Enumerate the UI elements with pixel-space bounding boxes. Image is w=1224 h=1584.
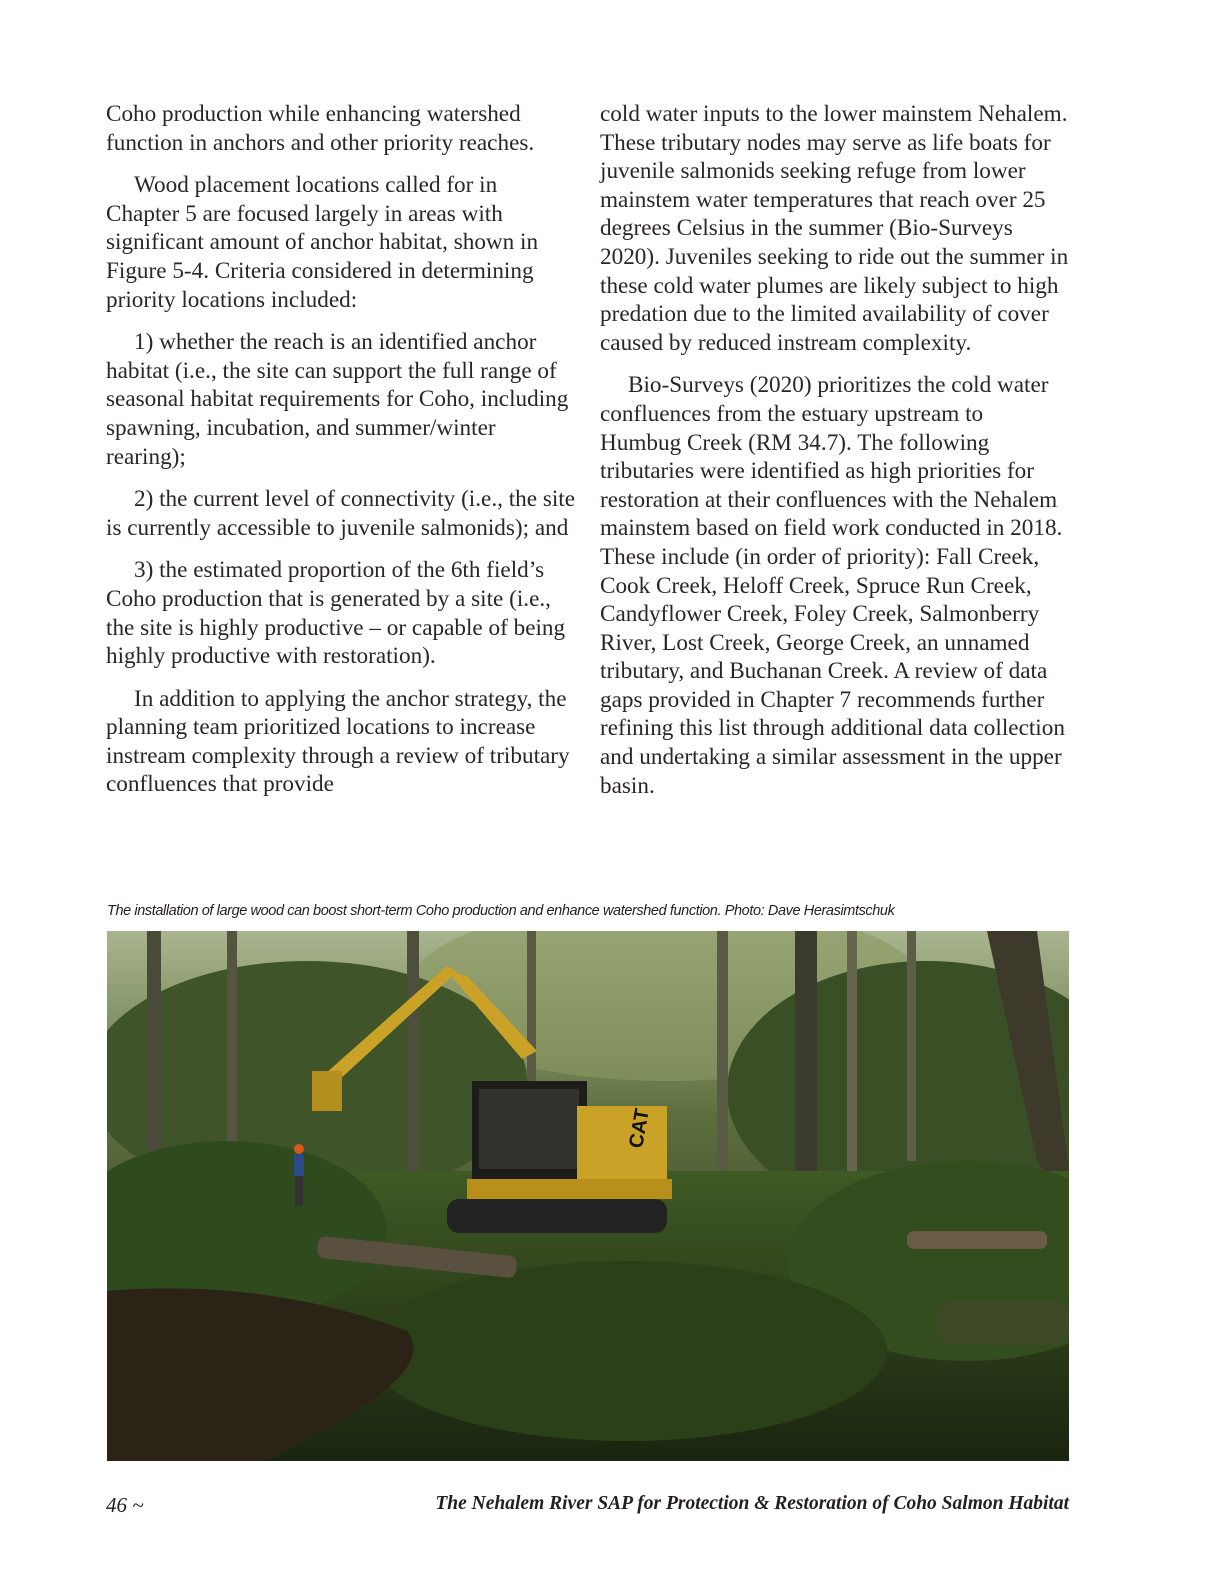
paragraph: Bio-Surveys (2020) prioritizes the cold water confluences from the estuary upstream to Humbug Creek (RM 34.7). The following tributaries were identified as high priorities for restoration at their confluences with the Nehalem mainstem based on field work conducted in 2018. These include (in order of priority): Fall Creek, Cook Creek, Heloff Creek, Spruce Run Creek, Candyflower Creek, Foley Creek, Salmonberry River, Lost Creek, George Creek, an unnamed tributary, and Buchanan Creek. A review of data gaps provided in Chapter 7 recommends further refining this list through additional data collection and undertaking a similar assessment in the upper basin. xyxy=(600,372,1065,799)
paragraph: Coho production while enhancing watershed function in anchors and other priority reaches. xyxy=(106,101,535,156)
paragraph: cold water inputs to the lower mainstem Nehalem. These tributary nodes may serve as life boats for juvenile salmonids seeking refuge from lower mainstem water temperatures that reach over 25 degrees Celsius in the summer (Bio-Surveys 2020). Juveniles seeking to ride out the summer in these cold water plumes are likely subject to high predation due to the limited availability of cover caused by reduced instream complexity. xyxy=(600,101,1069,356)
excavator-forest-photo xyxy=(107,931,1069,1461)
document-title: The Nehalem River SAP for Protection & Restoration of Coho Salmon Habitat xyxy=(435,1493,1069,1514)
right-column xyxy=(600,100,1070,814)
photo-caption: The installation of large wood can boost short-term Coho production and enhance watershed function. Photo: Dave Herasimtschuk xyxy=(107,903,895,919)
paragraph: In addition to applying the anchor strategy, the planning team prioritized locations to increase instream complexity through a review of tributary confluences that provide xyxy=(106,685,570,798)
paragraph: 3) the estimated proportion of the 6th field’s Coho production that is generated by a site (i.e., the site is highly productive – or capable of being highly productive with restoration). xyxy=(106,557,566,670)
excavator-cat-logo: CAT xyxy=(625,1107,654,1150)
left-column xyxy=(106,100,576,813)
paragraph: Wood placement locations called for in Chapter 5 are focused largely in areas with significant amount of anchor habitat, shown in Figure 5-4. Criteria considered in determining priority locations included: xyxy=(106,172,539,313)
page-number: 46 ~ xyxy=(106,1493,144,1517)
paragraph: 2) the current level of connectivity (i.e., the site is currently accessible to juvenile salmonids); and xyxy=(106,486,576,541)
paragraph: 1) whether the reach is an identified anchor habitat (i.e., the site can support the full range of seasonal habitat requirements for Coho, including spawning, incubation, and summer/winter rearing); xyxy=(106,329,569,470)
